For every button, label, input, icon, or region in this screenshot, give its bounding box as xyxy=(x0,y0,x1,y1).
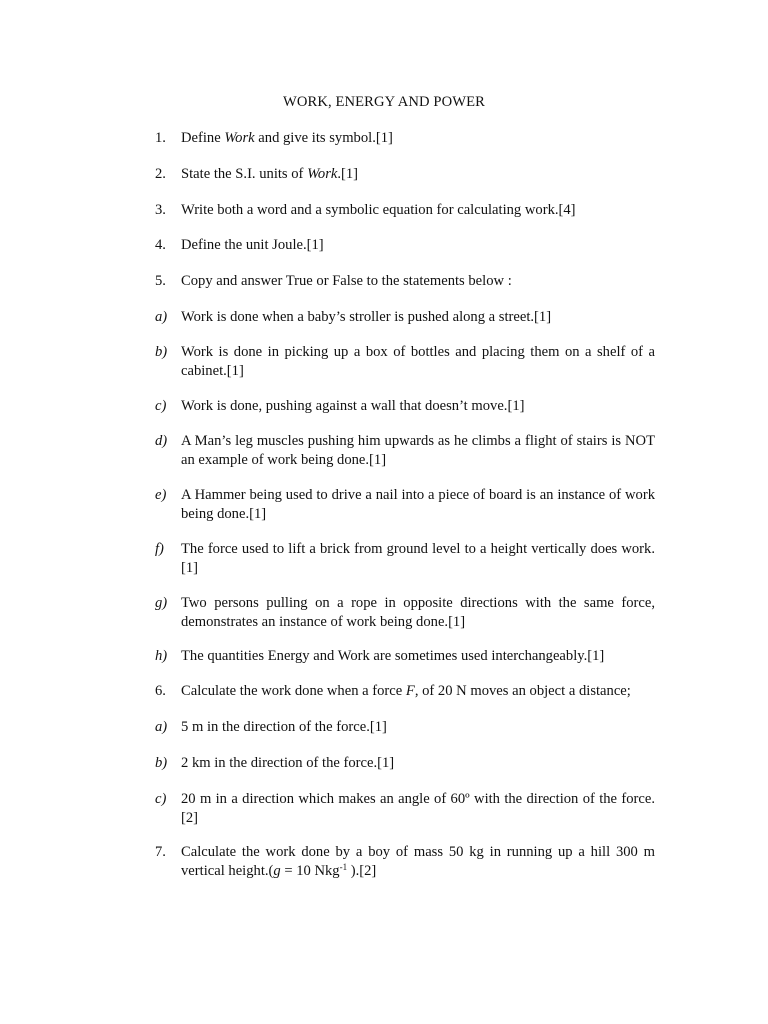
question-6 xyxy=(155,682,655,701)
question-number: 6. xyxy=(155,683,166,699)
question-number: 1. xyxy=(155,130,166,146)
question-text: A Hammer being used to drive a nail into a piece of board is an instance of work being done.[1] xyxy=(181,487,655,522)
question-5c xyxy=(155,397,655,416)
subquestion-label: h) xyxy=(155,648,168,664)
question-6a xyxy=(155,718,655,737)
question-text: Work is done when a baby’s stroller is pushed along a street.[1] xyxy=(181,309,552,325)
question-text: Write both a word and a symbolic equation for calculating work.[4] xyxy=(181,202,576,218)
question-5f xyxy=(155,540,655,577)
subquestion-label: c) xyxy=(155,398,167,414)
question-text: 20 m in a direction which makes an angle of 60º with the direction of the force.[2] xyxy=(181,791,655,826)
subquestion-label: g) xyxy=(155,595,168,611)
question-5b xyxy=(155,343,655,380)
question-6b xyxy=(155,754,655,773)
question-text: Work is done in picking up a box of bottles and placing them on a shelf of a cabinet.[1] xyxy=(181,344,655,379)
question-number: 7. xyxy=(155,844,166,860)
question-number: 2. xyxy=(155,166,166,182)
subquestion-label: c) xyxy=(155,791,167,807)
question-text: Calculate the work done by a boy of mass 50 kg in running up a hill 300 m vertical height.(g = 10 Nkg$^{-1}$ ).[2] xyxy=(181,844,655,879)
question-text: A Man’s leg muscles pushing him upwards as he climbs a flight of stairs is NOT an example of work being done.[1] xyxy=(181,433,655,468)
subquestion-label: f) xyxy=(155,541,164,557)
question-5e xyxy=(155,486,655,523)
question-text: The force used to lift a brick from ground level to a height vertically does work.[1] xyxy=(181,541,655,576)
question-6c xyxy=(155,790,655,827)
question-5d xyxy=(155,432,655,469)
question-3 xyxy=(155,201,655,220)
question-text: Copy and answer True or False to the statements below : xyxy=(181,273,512,289)
question-number: 5. xyxy=(155,273,166,289)
subquestion-label: a) xyxy=(155,309,168,325)
subquestion-label: e) xyxy=(155,487,167,503)
question-5g xyxy=(155,594,655,631)
page-title: WORK, ENERGY AND POWER xyxy=(283,94,485,110)
question-number: 3. xyxy=(155,202,166,218)
question-5 xyxy=(155,272,655,291)
question-7 xyxy=(155,843,655,880)
question-text: Work is done, pushing against a wall that doesn’t move.[1] xyxy=(181,398,525,414)
question-text: 2 km in the direction of the force.[1] xyxy=(181,755,395,771)
question-1 xyxy=(155,129,655,148)
question-2 xyxy=(155,165,655,184)
question-text: 5 m in the direction of the force.[1] xyxy=(181,719,387,735)
subquestion-label: d) xyxy=(155,433,168,449)
subquestion-label: b) xyxy=(155,344,168,360)
question-5h xyxy=(155,647,655,666)
question-5a xyxy=(155,308,655,327)
question-text: Two persons pulling on a rope in opposite directions with the same force, demonstrates an instance of work being done.[1] xyxy=(181,595,655,630)
question-text: The quantities Energy and Work are sometimes used interchangeably.[1] xyxy=(181,648,605,664)
question-number: 4. xyxy=(155,237,166,253)
subquestion-label: a) xyxy=(155,719,168,735)
question-text: Define Work and give its symbol.[1] xyxy=(181,130,393,146)
subquestion-label: b) xyxy=(155,755,168,771)
question-text: Calculate the work done when a force F, of 20 N moves an object a distance; xyxy=(181,683,631,699)
question-text: State the S.I. units of Work.[1] xyxy=(181,166,359,182)
question-text: Define the unit Joule.[1] xyxy=(181,237,324,253)
question-4 xyxy=(155,236,655,255)
